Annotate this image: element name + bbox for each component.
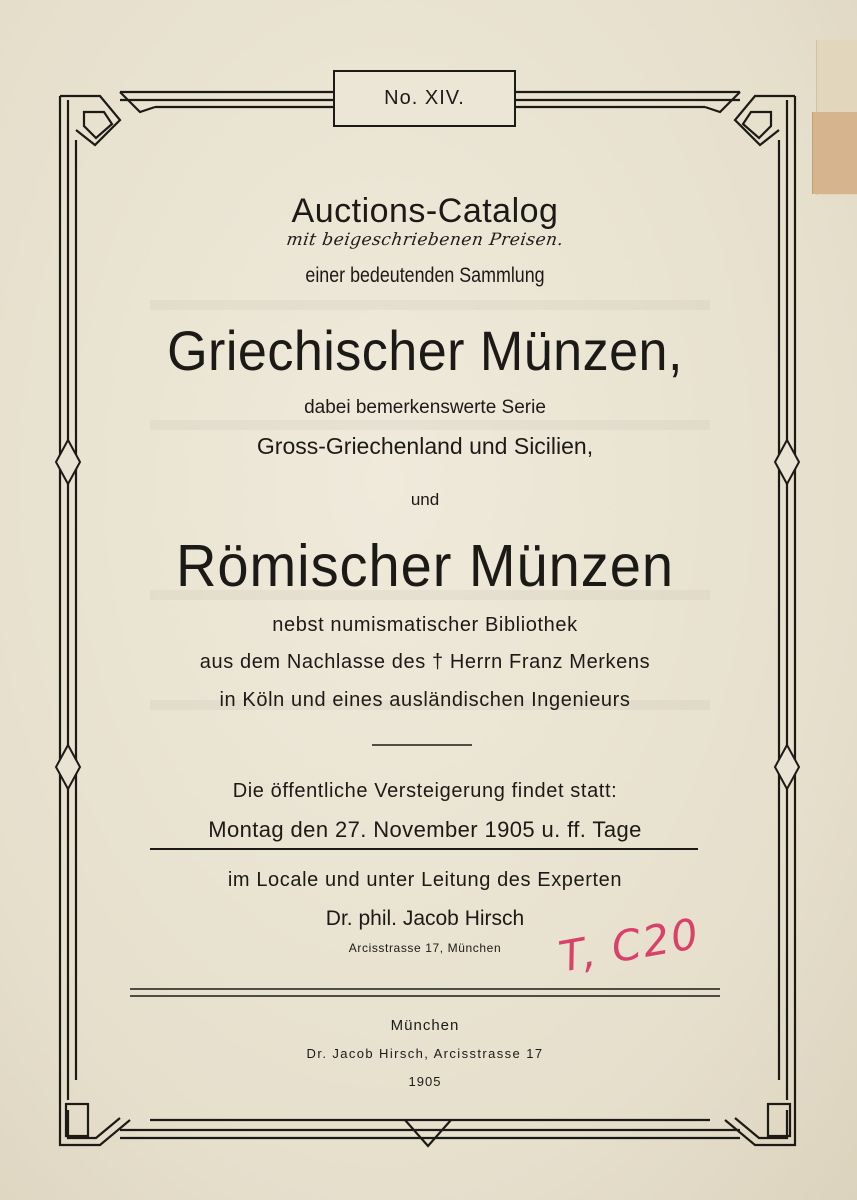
auction-date: Montag den 27. November 1905 u. ff. Tage (208, 817, 642, 842)
series-name: Gross-Griechenland und Sicilien, (256, 433, 594, 459)
series-intro: dabei bemerkenswerte Serie (304, 397, 546, 418)
venue-line: im Locale und unter Leitung des Experten (227, 869, 623, 891)
catalog-title: Auctions-Catalog (291, 192, 559, 230)
publisher-city: München (390, 1017, 460, 1034)
conjunction: und (410, 490, 440, 509)
publisher-line: Dr. Jacob Hirsch, Arcisstrasse 17 (306, 1046, 544, 1061)
origin-line: in Köln und eines ausländischen Ingenieurs (219, 689, 631, 711)
handwritten-note: mit beigeschriebenen Preisen. (285, 230, 565, 250)
pencil-shelf-mark: T, C20 (555, 908, 704, 982)
estate-line: aus dem Nachlasse des † Herrn Franz Merkens (199, 651, 651, 673)
catalog-number: No. XIV. (333, 70, 516, 127)
auction-intro: Die öffentliche Versteigerung findet statt: (232, 780, 618, 802)
library-line: nebst numismatischer Bibliothek (272, 614, 578, 636)
expert-name: Dr. phil. Jacob Hirsch (325, 907, 525, 930)
heading-roman-coins: Römischer Münzen (175, 533, 675, 599)
publication-year: 1905 (408, 1074, 442, 1089)
heading-greek-coins: Griechischer Münzen, (167, 319, 683, 382)
expert-address: Arcisstrasse 17, München (348, 941, 502, 955)
subtitle: einer bedeutenden Sammlung (305, 264, 545, 287)
